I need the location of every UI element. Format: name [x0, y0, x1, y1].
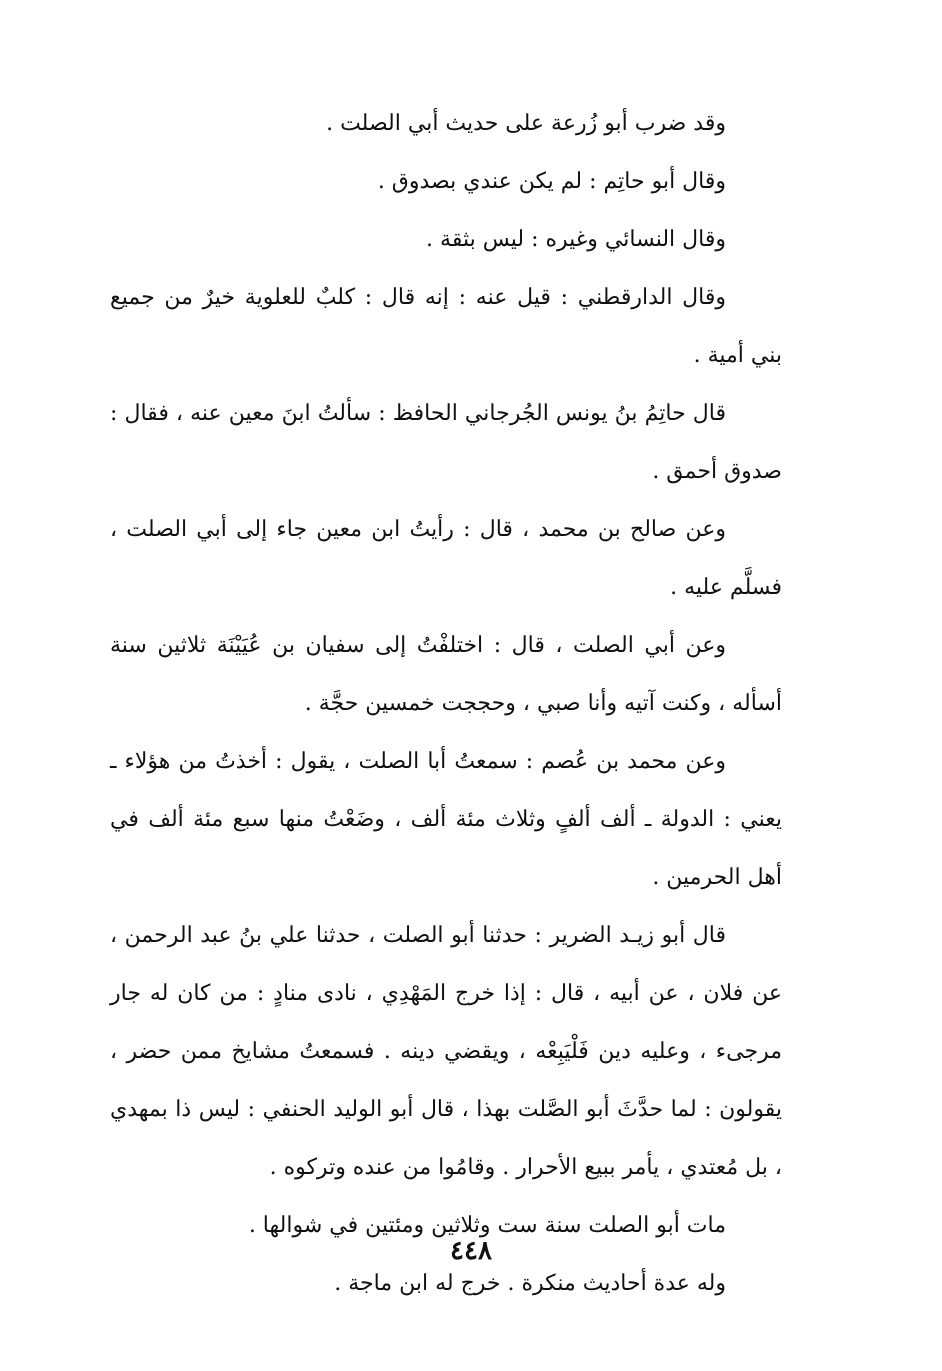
paragraph-8: وعن محمد بن عُصم : سمعتُ أبا الصلت ، يقول : أخذتُ من هؤلاء ـ يعني : الدولة ـ ألف ألفٍ وثلاث مئة ألف ، وضَعْتُ منها سبع مئة ألف في أهل الحرمين .: [110, 749, 782, 890]
paragraph-3: وقال النسائي وغيره : ليس بثقة .: [426, 227, 726, 252]
paragraph-10: مات أبو الصلت سنة ست وثلاثين ومئتين في شوالها .: [248, 1213, 726, 1238]
paragraph-6: وعن صالح بن محمد ، قال : رأيتُ ابن معين جاء إلى أبي الصلت ، فسلَّم عليه .: [110, 517, 782, 600]
paragraph-11: وله عدة أحاديث منكرة . خرج له ابن ماجة .: [334, 1271, 726, 1296]
paragraph-2: وقال أبو حاتِم : لم يكن عندي بصدوق .: [377, 169, 726, 194]
paragraph-4: وقال الدارقطني : قيل عنه : إنه قال : كلبٌ للعلوية خيرٌ من جميع بني أمية .: [110, 285, 782, 368]
paragraph-1: وقد ضرب أبو زُرعة على حديث أبي الصلت .: [326, 111, 726, 136]
paragraph-5: قال حاتِمُ بنُ يونس الجُرجاني الحافظ : سألتُ ابنَ معين عنه ، فقال : صدوق أحمق .: [110, 401, 782, 484]
paragraph-9: قال أبو زيـد الضرير : حدثنا أبو الصلت ، حدثنا علي بنُ عبد الرحمن ، عن فلان ، عن أبيه ، قال : إذا خرج المَهْدِي ، نادى منادٍ : من كان له جار مرجىء ، وعليه دين فَلْيَبِعْه ، ويقضي دينه . فسمعتُ مشايخ ممن حضر ، يقولون : لما حدَّثَ أبو الصَّلت بهذا ، قال أبو الوليد الحنفي : ليس ذا بمهدي ، بل مُعتدي ، يأمر ببيع الأحرار . وقامُوا من عنده وتركوه .: [110, 923, 782, 1180]
page-number: ٤٤٨: [450, 1236, 492, 1266]
page-body: [110, 95, 782, 1313]
paragraph-7: وعن أبي الصلت ، قال : اختلفْتُ إلى سفيان بن عُيَيْنَة ثلاثين سنة أسأله ، وكنت آتيه وأنا صبي ، وحججت خمسين حجَّة .: [110, 633, 782, 716]
